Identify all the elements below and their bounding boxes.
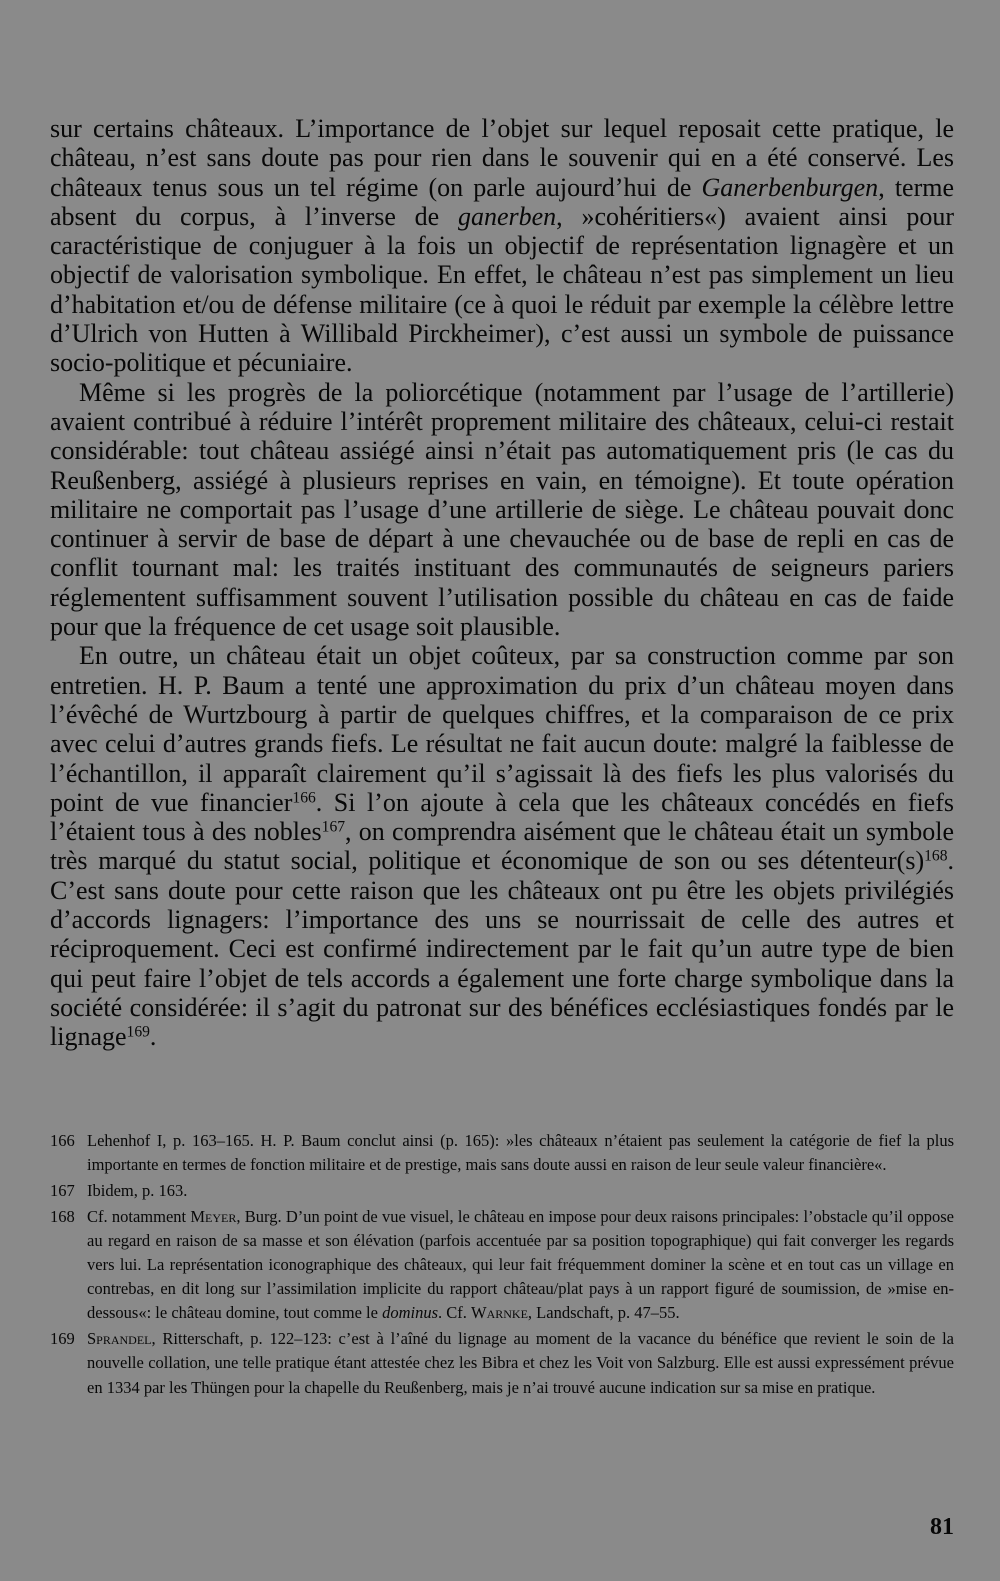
footnote-text (87, 1207, 954, 1323)
text-run: En outre, un château était un objet coûteux, par sa construction comme par son entretien. H. P. Baum a tenté une approximation du prix d’un château moyen dans l’évêché de Wurtzbourg à partir de quelques chiffres, et la comparaison de ce prix avec celui d’autres grands fiefs. Le résultat ne fait aucun doute: malgré la faiblesse de l’échantillon, il apparaît clairement qu’il s’agissait là des fiefs les plus valorisés du point de vue financier (50, 641, 954, 817)
footnotes (50, 1129, 954, 1401)
footnote-number: 169 (50, 1329, 75, 1349)
italic-term: Ganerbenburgen (701, 172, 879, 202)
page-number: 81 (930, 1514, 954, 1540)
text-run: . (149, 1022, 157, 1052)
paragraph-1 (50, 114, 954, 378)
text-run: Même si les progrès de la poliorcétique (notamment par l’usage de l’artillerie) avaient contribué à réduire l’intérêt proprement militaire des châteaux, celui-ci restait considérable: tout château assiégé ainsi n’était pas automatiquement pris (le cas du Reußenberg, assiégé à plusieurs reprises en vain, en témoigne). Et toute opération militaire ne comportait pas l’usage d’une artillerie de siège. Le château pouvait donc continuer à servir de base de départ à une chevauchée ou de base de repli en cas de conflit tournant mal: les traités instituant des communautés de seigneurs pariers réglementent suffisamment souvent l’utilisation possible du château en cas de faide pour que la fréquence de cet usage soit plausible. (50, 377, 954, 642)
text-run: . Cf. (438, 1303, 472, 1323)
text-run: , terme absent du corpus, à l’inverse de (50, 172, 955, 231)
footnote-ref: 166 (292, 789, 316, 807)
paragraph-2 (50, 378, 954, 642)
text-run: , Burg. D’un point de vue visuel, le château en impose pour deux raisons principales: l’obstacle qu’il oppose au regard en raison de sa masse et son élévation (parfois accentuée par sa position topographique) qui fait converger les regards vers lui. La représentation iconographique des châteaux, qui leur fait fréquemment dominer la scène et en tout cas un village en contrebas, en dit long sur l’assimilation implicite du rapport château/plat pays à un rapport figuré de soumission, de »mise en-dessous«: le château domine, tout comme le (87, 1206, 955, 1323)
text-run: sur certains châteaux. L’importance de l’objet sur lequel reposait cette pratique, le château, n’est sans doute pas pour rien dans le souvenir qui en a été conservé. Les châteaux tenus sous un tel régime (on parle aujourd’hui de (50, 114, 954, 202)
footnote-166 (50, 1129, 954, 1177)
text-run: , »cohéritiers«) avaient ainsi pour caractéristique de conjuguer à la fois un objectif de représentation lignagère et un objectif de valorisation symbolique. En effet, le château n’est pas simplement un lieu d’habitation et/ou de défense militaire (ce à quoi le réduit par exemple la célèbre lettre d’Ulrich von Hutten à Willibald Pirckheimer), c’est aussi un symbole de puissance socio-politique et pécuniaire. (50, 201, 955, 378)
footnote-ref: 168 (924, 847, 948, 865)
text-run: . C’est sans doute pour cette raison que les châteaux ont pu être les objets privilégiés d’accords lignagers: l’importance des uns se nourrissait de celle des autres et réciproquement. Ceci est confirmé indirectement par le fait qu’un autre type de bien qui peut faire l’objet de tels accords a également une forte charge symbolique dans la société considérée: il s’agit du patronat sur des bénéfices ecclésiastiques fondés par le lignage (50, 846, 954, 1052)
author-name: Warnke (471, 1303, 528, 1323)
text-run: . Si l’on ajoute à cela que les châteaux concédés en fiefs l’étaient tous à des nobles (50, 787, 954, 847)
footnote-number: 167 (50, 1180, 75, 1200)
footnote-ref: 169 (126, 1023, 150, 1041)
text-run: , Ritterschaft, p. 122–123: c’est à l’aîné du lignage au moment de la vacance du bénéfice que revient le soin de la nouvelle collation, une telle pratique étant attestée chez les Bibra et chez les Voit von Salzburg. Elle est aussi expressément prévue en 1334 par les Thüngen pour la chapelle du Reußenberg, mais je n’ai trouvé aucune indication sur sa mise en pratique. (87, 1329, 954, 1397)
text-run: Cf. notamment (87, 1206, 191, 1226)
footnote-number: 168 (50, 1206, 75, 1226)
paragraph-3 (50, 641, 954, 1051)
footnote-167 (50, 1179, 954, 1203)
italic-term: ganerben (457, 201, 557, 231)
footnote-168 (50, 1205, 954, 1326)
text-run: , Landschaft, p. 47–55. (527, 1303, 680, 1323)
footnote-number: 166 (50, 1131, 75, 1150)
author-name: Sprandel (87, 1329, 152, 1349)
text-run: , on comprendra aisément que le château était un symbole très marqué du statut social, politique et économique de son ou ses détenteur(s) (50, 817, 954, 876)
author-name: Meyer (190, 1206, 237, 1226)
footnote-text (87, 1181, 187, 1200)
text-run: Ibidem, p. 163. (87, 1180, 188, 1200)
footnote-169 (50, 1327, 954, 1400)
footnote-ref: 167 (321, 818, 346, 836)
body-text (50, 114, 954, 1052)
text-run: Lehenhof I, p. 163–165. H. P. Baum conclut ainsi (p. 165): »les châteaux n’étaient pas seulement la catégorie de fief la plus importante en termes de fonction militaire et de prestige, mais sans doute aussi en raison de leur seule valeur financière«. (87, 1131, 954, 1175)
footnote-text (87, 1131, 954, 1174)
footnote-text (87, 1329, 954, 1396)
italic-term: dominus (382, 1303, 439, 1323)
